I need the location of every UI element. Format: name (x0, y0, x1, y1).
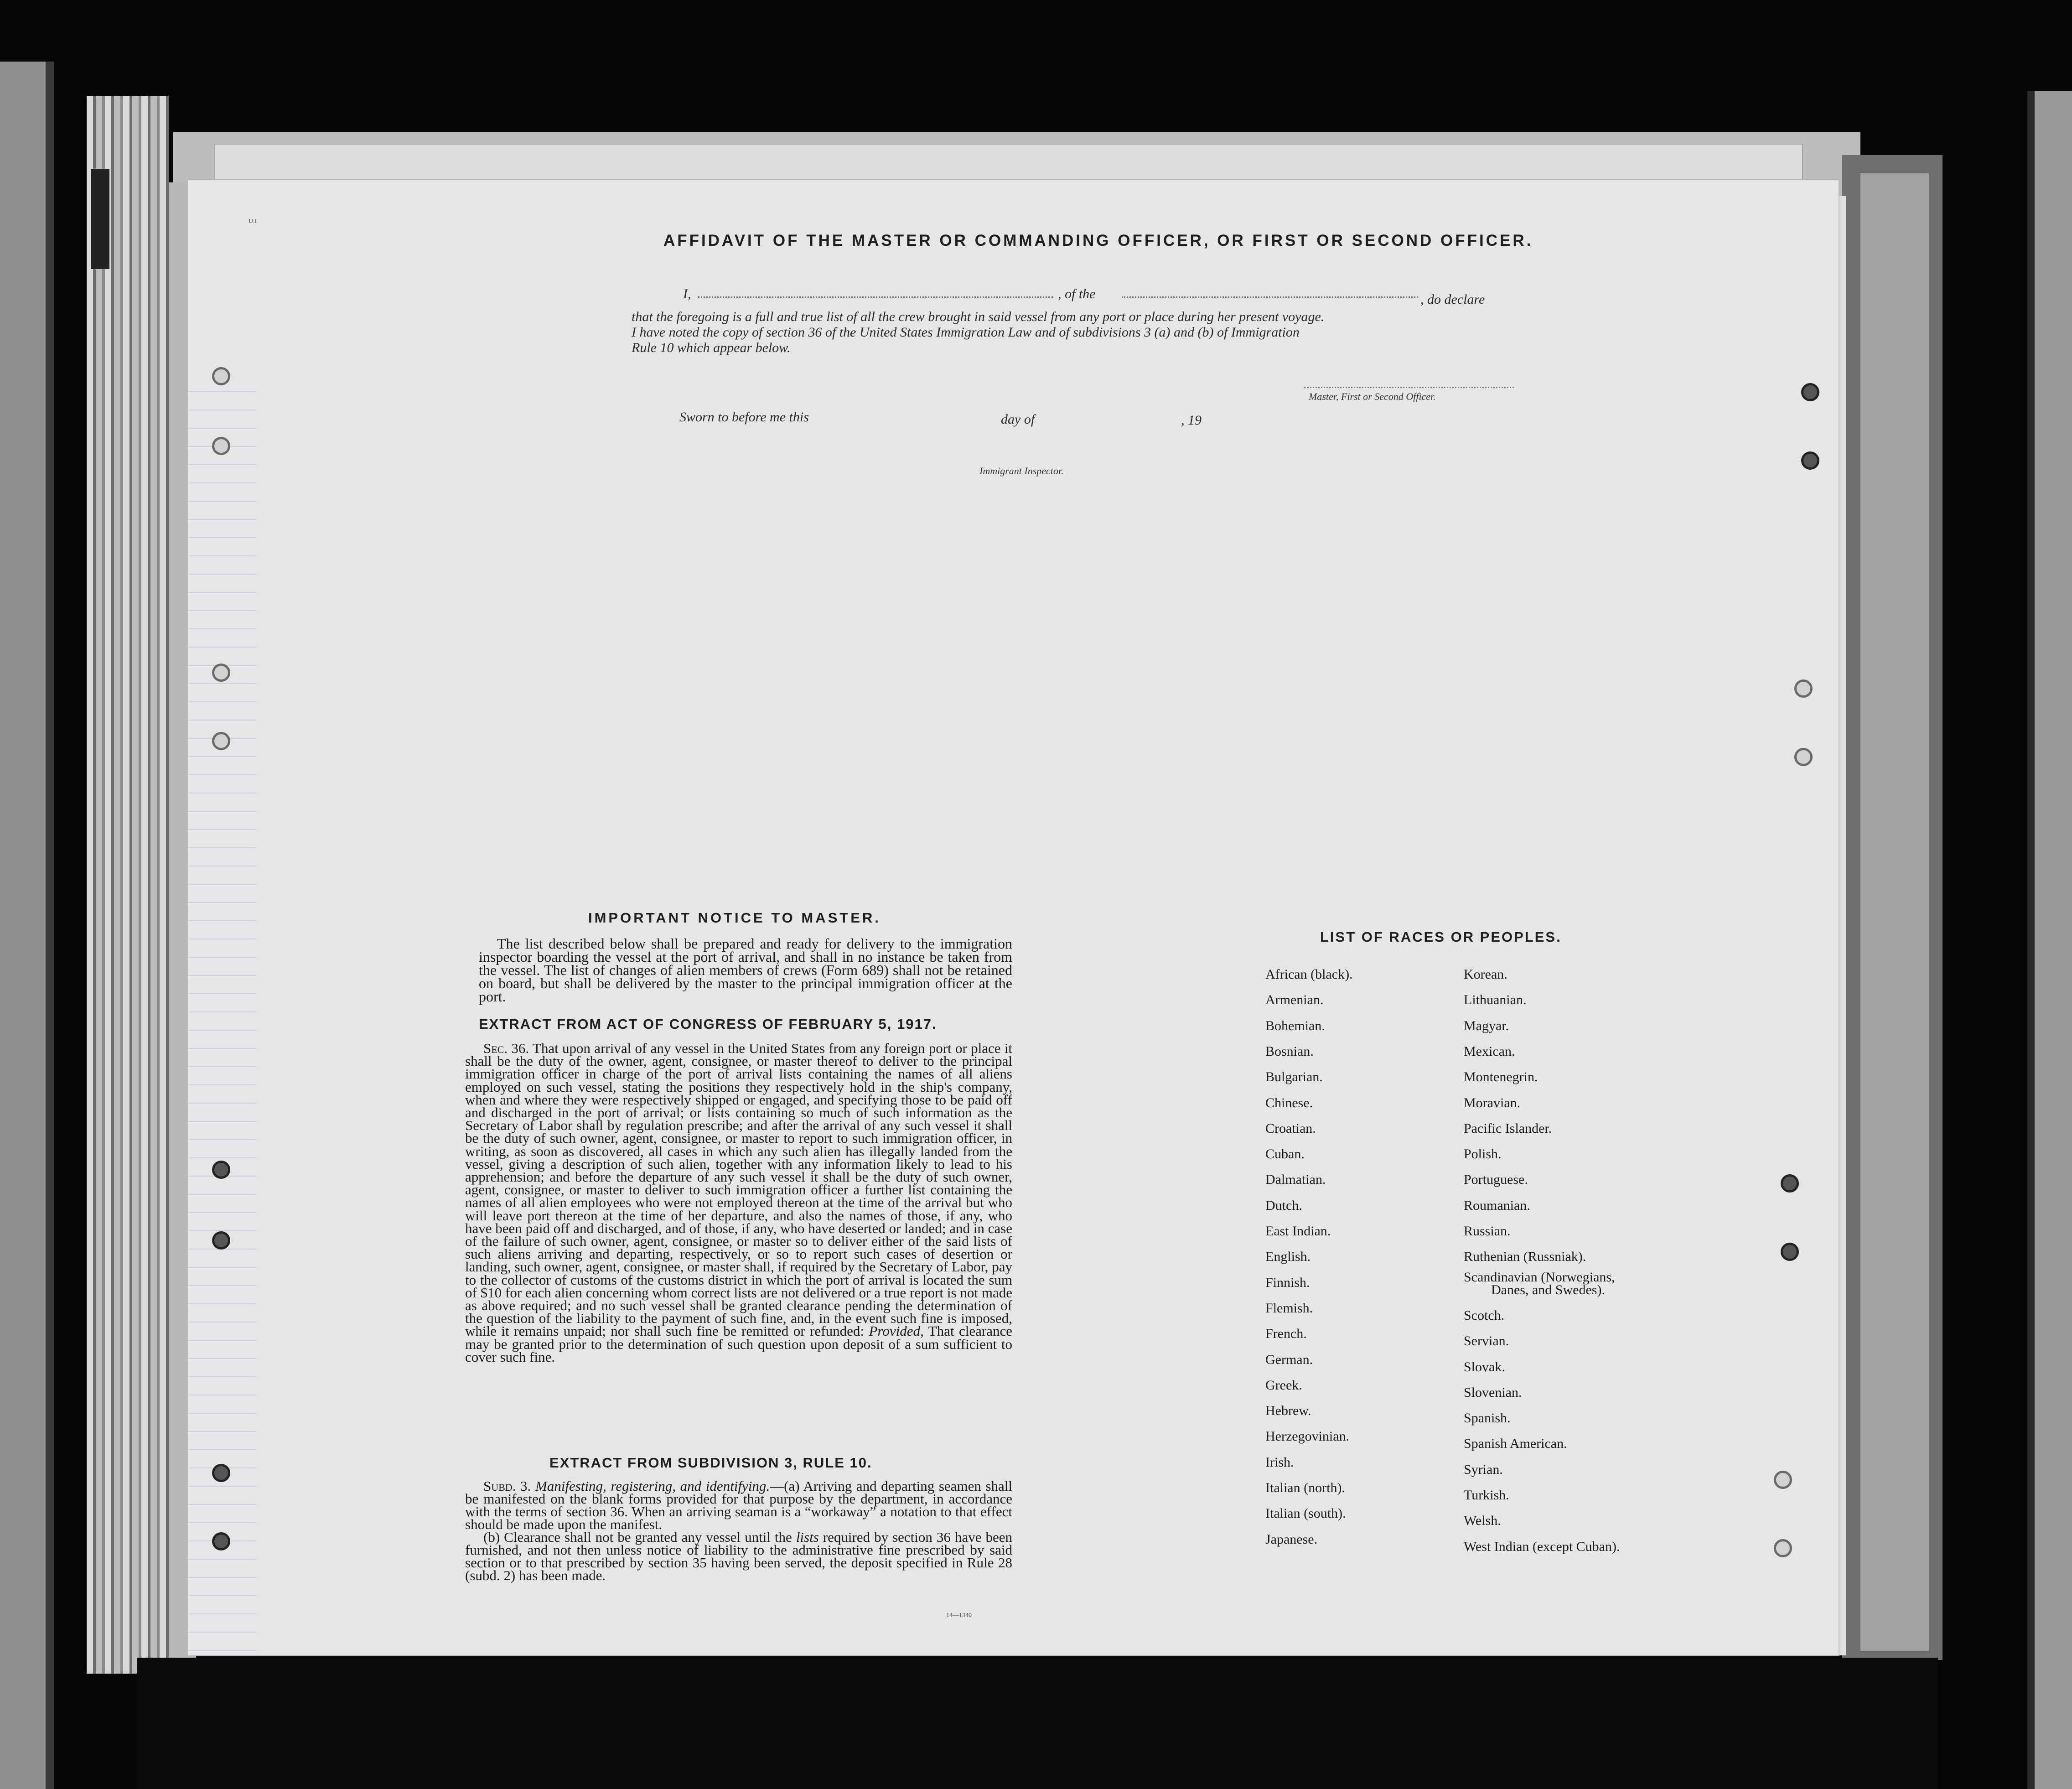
year-label: , 19 (1181, 413, 1202, 428)
race-item: Slovenian. (1464, 1385, 1522, 1400)
race-item: Flemish. (1265, 1300, 1313, 1316)
race-item: Spanish. (1464, 1410, 1511, 1426)
binder-hole (1794, 748, 1813, 766)
race-item: Moravian. (1464, 1095, 1521, 1110)
affidavit-i: I, (683, 286, 691, 301)
race-item: Armenian. (1265, 992, 1324, 1008)
race-item: Scotch. (1464, 1307, 1505, 1323)
race-item: German. (1265, 1352, 1313, 1367)
race-item: English. (1265, 1249, 1311, 1265)
race-item: Italian (south). (1265, 1506, 1346, 1521)
races-left-column (1265, 967, 1416, 1560)
binder-hole (1781, 1243, 1799, 1261)
binder-hole (212, 1161, 230, 1179)
subd-para-b-end: required by section 36 have been furnished, and not then unless notice of liability to the administrative fine prescribed by said section or to that prescribed by section 35 having been served, the deposit specified in Rule 28 (subd. 2) has been made. (465, 1529, 1012, 1583)
binder-hole (1774, 1539, 1792, 1557)
race-item: Turkish. (1464, 1488, 1509, 1503)
sworn-label: Sworn to before me this (679, 410, 809, 425)
race-item: Magyar. (1464, 1018, 1509, 1033)
race-item: Slovak. (1464, 1359, 1505, 1374)
race-item: Dutch. (1265, 1198, 1302, 1213)
signature-blank (1304, 387, 1514, 388)
binder-hole (212, 664, 230, 682)
affidavit-declare: , do declare (1420, 292, 1485, 307)
race-item: Mexican. (1464, 1043, 1515, 1059)
film-right-edge (2027, 91, 2035, 1789)
race-item: Japanese. (1265, 1531, 1318, 1547)
binder-clip (91, 169, 109, 269)
races-right-column (1464, 967, 1673, 1560)
notice-title: IMPORTANT NOTICE TO MASTER. (588, 910, 881, 926)
race-item: Hebrew. (1265, 1403, 1311, 1419)
race-item: Korean. (1464, 967, 1507, 982)
race-item: Italian (north). (1265, 1480, 1345, 1495)
binder-hole (212, 437, 230, 455)
subd-para-b-start: (b) Clearance shall not be granted any vessel until the (483, 1529, 792, 1545)
race-item: African (black). (1265, 967, 1353, 982)
race-item: Pacific Islander. (1464, 1120, 1552, 1136)
film-right-strip (2035, 91, 2072, 1789)
race-item: French. (1265, 1326, 1307, 1342)
race-item: West Indian (except Cuban). (1464, 1539, 1620, 1554)
subd-label: Subd. 3. (483, 1478, 531, 1494)
film-left-strip (0, 62, 46, 1789)
race-item: East Indian. (1265, 1224, 1331, 1239)
race-item: Bohemian. (1265, 1018, 1325, 1033)
binder-hole (1794, 679, 1813, 698)
binder-hole (1774, 1471, 1792, 1489)
race-item: Polish. (1464, 1146, 1502, 1162)
race-item: Welsh. (1464, 1513, 1501, 1529)
race-item: Servian. (1464, 1333, 1509, 1349)
subd-para-b-lists: lists (796, 1529, 819, 1545)
race-item: Cuban. (1265, 1146, 1305, 1162)
form-number: 14—1340 (946, 1612, 972, 1619)
vessel-blank (1122, 296, 1418, 298)
race-item: Greek. (1265, 1377, 1302, 1393)
race-item: Chinese. (1265, 1095, 1313, 1110)
affidavit-line2: that the foregoing is a full and true list of all the crew brought in said vessel from any port or place during her present voyage. (632, 309, 1325, 324)
underlying-sheet-right (1860, 173, 1929, 1651)
signer-label: Master, First or Second Officer. (1309, 391, 1436, 402)
notice-text: The list described below shall be prepared and ready for delivery to the immigration inspector boarding the vessel at the port of arrival, and shall in no instance be taken from the vessel. The list of changes of alien members of crews (Form 689) shall not be retained on board, but shall be delivered by the master to the principal immigration officer at the port. (479, 935, 1012, 1005)
name-blank (698, 296, 1053, 298)
affidavit-line4: Rule 10 which appear below. (632, 340, 791, 355)
binder-hole (1801, 383, 1819, 401)
affidavit-title: AFFIDAVIT OF THE MASTER OR COMMANDING OFFICER, OR FIRST OR SECOND OFFICER. (663, 232, 1533, 249)
sec36-end: That clearance may be granted prior to the determination of such question upon deposit of a sum sufficient to cover such fine. (465, 1323, 1013, 1365)
notice-body (479, 937, 1012, 1003)
ruled-lines-underlay (188, 374, 256, 1651)
bottom-shadow (137, 1658, 1938, 1789)
race-item: Ruthenian (Russniak). (1464, 1249, 1586, 1265)
binder-hole (212, 367, 230, 385)
extract-rule-title: EXTRACT FROM SUBDIVISION 3, RULE 10. (549, 1455, 872, 1471)
race-item: Croatian. (1265, 1120, 1316, 1136)
race-item: Portuguese. (1464, 1172, 1528, 1187)
binder-hole (212, 1464, 230, 1482)
binder-hole (1801, 451, 1819, 470)
race-item: Montenegrin. (1464, 1069, 1538, 1085)
race-item: Russian. (1464, 1224, 1511, 1239)
subd-heading: Manifesting, registering, and identifying. (535, 1478, 770, 1494)
binder-hole (212, 732, 230, 750)
margin-mark: U.I (249, 218, 257, 225)
affidavit-line3: I have noted the copy of section 36 of the United States Immigration Law and of subdivisions 3 (a) and (b) of Immigration (632, 325, 1300, 340)
binder-hole (212, 1532, 230, 1550)
affidavit-of-the: , of the (1058, 286, 1096, 301)
race-item: Syrian. (1464, 1462, 1503, 1477)
binder-page-edges (87, 96, 169, 1674)
day-of-label: day of (1001, 412, 1035, 427)
binder-hole (212, 1231, 230, 1250)
race-item: Lithuanian. (1464, 992, 1527, 1008)
inspector-label: Immigrant Inspector. (979, 465, 1064, 477)
race-item: Bosnian. (1265, 1043, 1314, 1059)
races-title: LIST OF RACES OR PEOPLES. (1320, 929, 1562, 945)
race-item: Roumanian. (1464, 1198, 1530, 1213)
sec-label: Sec. 36. (483, 1040, 529, 1056)
extract-act-body (465, 1042, 1012, 1364)
race-item: Dalmatian. (1265, 1172, 1326, 1187)
film-left-edge (46, 62, 54, 1789)
extract-rule-body (465, 1480, 1012, 1582)
race-item: Spanish American. (1464, 1436, 1567, 1452)
binder-hole (1781, 1174, 1799, 1193)
sec36-text: That upon arrival of any vessel in the United States from any foreign port or place it shall be the duty of the owner, agent, consignee, or master thereof to deliver to the principal immigration officer in charge of the port of arrival lists containing the names of all aliens employed on such vessel, stating the positions they respectively hold in the ship's company, when and where they were respectively shipped or engaged, and specifying those to be paid off and discharged in the port of arrival; or lists containing so much of such information as the Secretary of Labor shall by regulation prescribe; and after the arrival of any such vessel it shall be the duty of such owner, agent, consignee, or master to report to such immigration officer, in writing, as soon as discovered, all cases in which any such alien has illegally landed from the vessel, giving a description of such alien, together with any information likely to lead to his apprehension; and before the departure of any such vessel it shall be the duty of such owner, agent, consignee, or master to deliver to such immigration officer a further list containing the names of all alien employees who were not employed thereon at the time of the arrival but who will leave port thereon at the time of her departure, and also the names of those, if any, who have been paid off and discharged, and of those, if any, who have deserted or landed; and in case of the failure of such owner, agent, consignee, or master so to deliver either of the said lists of such aliens arriving and departing, respectively, or so to report such cases of desertion or landing, such owner, agent, consignee, or master shall, if required by the Secretary of Labor, pay to the collector of customs of the customs district in which the port of arrival is located the sum of $10 for each alien concerning whom correct lists are not delivered or a true report is not made as above required; and no such vessel shall be granted clearance pending the determination of the question of the liability to the payment of such fine, and, in the event such fine is imposed, while it remains unpaid; nor shall such fine be remitted or refunded: (465, 1040, 1013, 1339)
race-item: Finnish. (1265, 1275, 1310, 1290)
provided-word: Provided, (869, 1323, 924, 1339)
race-item: Scandinavian (Norwegians, (1464, 1269, 1615, 1285)
race-item: Herzegovinian. (1265, 1429, 1350, 1444)
race-item: Danes, and Swedes). (1491, 1282, 1605, 1297)
race-item: Irish. (1265, 1454, 1294, 1470)
extract-act-title: EXTRACT FROM ACT OF CONGRESS OF FEBRUARY 5, 1917. (479, 1016, 937, 1032)
subd-para-a: —(a) Arriving and departing seamen shall be manifested on the blank forms provided for that purpose by the department, in accordance with the terms of section 36. When an arriving seaman is a “workaway” a notation to that effect should be made upon the manifest. (465, 1478, 1012, 1532)
race-item: Bulgarian. (1265, 1069, 1323, 1085)
